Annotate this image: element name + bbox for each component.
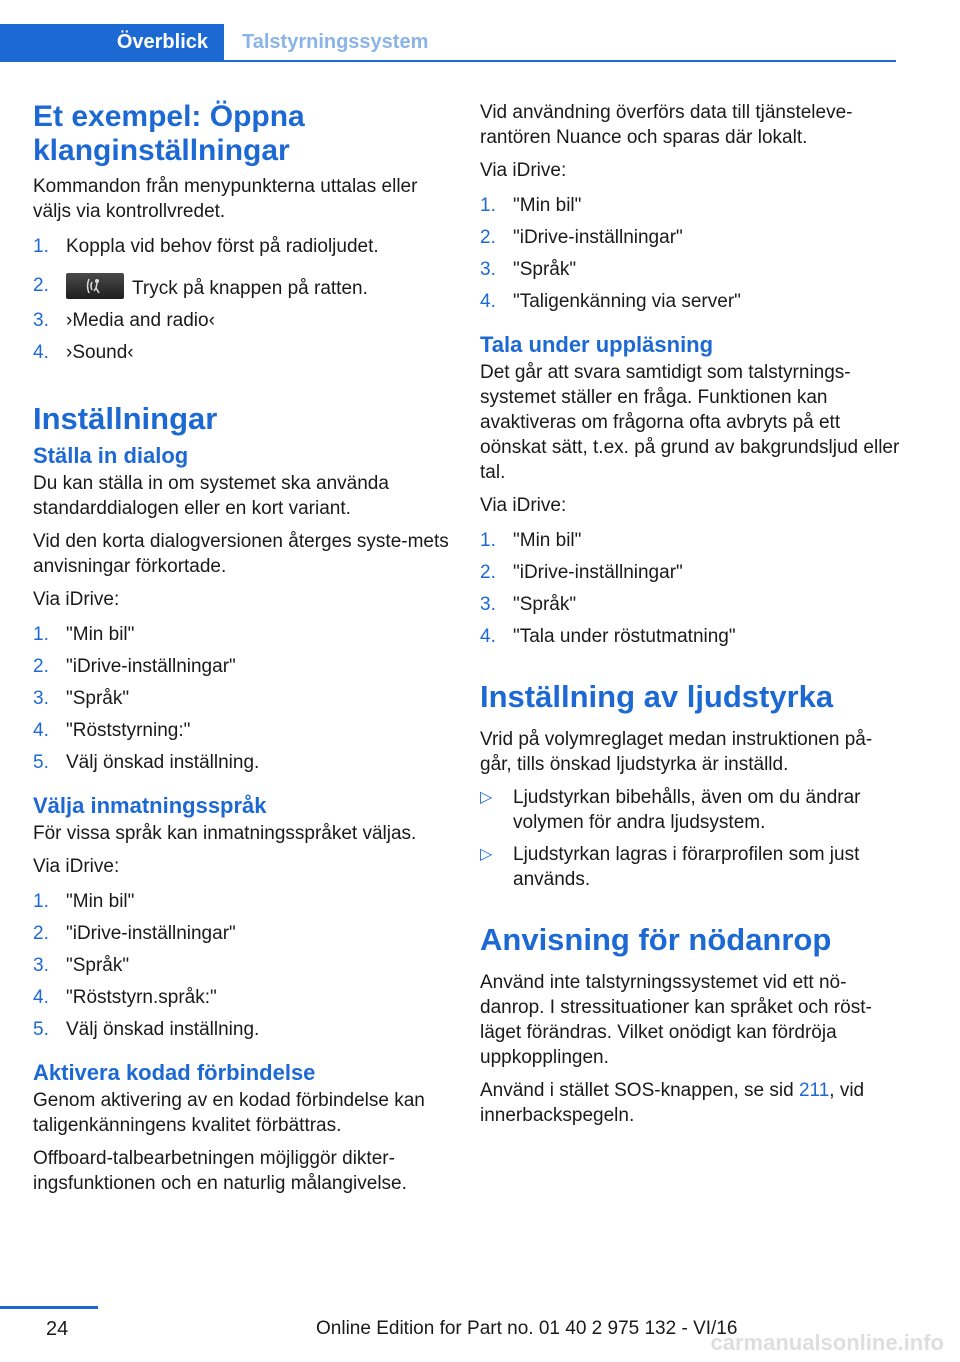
input-lang-via: Via iDrive: — [33, 856, 120, 877]
list-item: 4. ›Sound‹ — [33, 342, 134, 363]
list-item: ▷ Ljudstyrkan lagras i förarprofilen som just används. — [480, 844, 860, 890]
list-item: 2. "iDrive-inställningar" — [33, 656, 236, 677]
list-item: 1. "Min bil" — [33, 624, 135, 645]
list-item: 2. "iDrive-inställningar" — [480, 562, 683, 583]
list-item: 5. Välj önskad inställning. — [33, 1019, 260, 1040]
header-divider — [0, 60, 896, 62]
list-item: 3. ›Media and radio‹ — [33, 310, 215, 331]
header-tabbar — [0, 24, 896, 62]
input-lang-p1: För vissa språk kan inmatningsspråket väljas. — [33, 823, 417, 844]
edition-text: Online Edition for Part no. 01 40 2 975 132 - VI/16 — [316, 1318, 738, 1339]
list-item: 4. "Tala under röstutmatning" — [480, 626, 736, 647]
dialog-p2: Vid den korta dialogversionen återges syste-mets anvisningar förkortade. — [33, 531, 449, 577]
emergency-p2: Använd i stället SOS-knappen, se sid 211, vid innerbackspegeln. — [480, 1080, 865, 1126]
list-item: 4. "Taligenkänning via server" — [480, 291, 741, 312]
list-item: 5. Välj önskad inställning. — [33, 752, 260, 773]
dialog-via: Via iDrive: — [33, 589, 120, 610]
voice-button-icon — [66, 273, 124, 299]
list-item: 4. "Röststyrn.språk:" — [33, 987, 217, 1008]
list-item: 1. Koppla vid behov först på radioljudet. — [33, 236, 379, 257]
triangle-bullet-icon: ▷ — [480, 789, 493, 806]
page-link[interactable]: 211 — [798, 1080, 830, 1101]
volume-p1: Vrid på volymreglaget medan instruktionen på-går, tills önskad ljudstyrka är inställd. — [480, 729, 873, 775]
list-item: ▷ Ljudstyrkan bibehålls, även om du ändrar volymen för andra ljudsystem. — [480, 787, 861, 833]
dialog-steps — [33, 622, 453, 775]
server-steps — [480, 193, 900, 314]
coded-p1: Genom aktivering av en kodad förbindelse kan taligenkänningens kvalitet förbättras. — [33, 1090, 425, 1136]
list-item: 2. "iDrive-inställningar" — [33, 923, 236, 944]
list-item: 3. "Språk" — [33, 955, 130, 976]
list-item: 1. "Min bil" — [480, 195, 582, 216]
example-steps — [33, 234, 453, 365]
list-item: 3. "Språk" — [480, 259, 577, 280]
list-item: 1. "Min bil" — [480, 530, 582, 551]
settings-title: Inställningar — [33, 401, 218, 436]
emergency-title: Anvisning för nödanrop — [480, 922, 832, 957]
list-item: 2. Tryck på knappen på ratten. — [33, 275, 368, 299]
volume-title: Inställning av ljudstyrka — [480, 679, 834, 714]
server-p1: Vid användning överförs data till tjänsteleve-rantören Nuance och sparas där lokalt. — [480, 102, 853, 148]
triangle-bullet-icon: ▷ — [480, 846, 493, 863]
speak-steps — [480, 528, 900, 649]
emergency-p1: Använd inte talstyrningssystemet vid ett nö-danrop. I stressituationer kan språket och röst-läget förändras. Vilket onödigt kan fördröja uppkopplingen. — [480, 972, 872, 1068]
speak-p1: Det går att svara samtidigt som talstyrnings-systemet ställer en fråga. Funktionen kan avaktiveras om frågorna ofta avbryts på ett oönskat sätt, t.ex. på grund av bakgrundsljud eller tal. — [480, 362, 900, 483]
volume-bullets — [480, 785, 900, 892]
speak-via: Via iDrive: — [480, 495, 567, 516]
footer-rule — [0, 1306, 98, 1309]
coded-p2: Offboard-talbearbetningen möjliggör dikter-ingsfunktionen och en naturlig målangivelse. — [33, 1148, 407, 1194]
speak-title: Tala under uppläsning — [480, 332, 714, 357]
input-lang-steps — [33, 889, 453, 1042]
list-item: 1. "Min bil" — [33, 891, 135, 912]
list-item: 3. "Språk" — [33, 688, 130, 709]
list-item: 3. "Språk" — [480, 594, 577, 615]
server-via: Via iDrive: — [480, 160, 567, 181]
input-lang-title: Välja inmatningsspråk — [33, 793, 267, 818]
tab-voice-control[interactable]: Talstyrningssystem — [242, 30, 429, 53]
right-column — [480, 100, 900, 1136]
coded-title: Aktivera kodad förbindelse — [33, 1060, 316, 1085]
page-number: 24 — [46, 1318, 69, 1340]
list-item: 4. "Röststyrning:" — [33, 720, 191, 741]
watermark: carmanualsonline.info — [710, 1330, 944, 1355]
dialog-title: Ställa in dialog — [33, 443, 189, 468]
tab-overview[interactable]: Överblick — [0, 24, 224, 60]
dialog-p1: Du kan ställa in om systemet ska använda standarddialogen eller en kort variant. — [33, 473, 389, 519]
list-item: 2. "iDrive-inställningar" — [480, 227, 683, 248]
example-intro: Kommandon från menypunkterna uttalas eller väljs via kontrollvredet. — [33, 176, 418, 222]
example-title: Et exempel: Öppna klanginställningar — [33, 100, 305, 167]
left-column — [33, 100, 453, 1204]
